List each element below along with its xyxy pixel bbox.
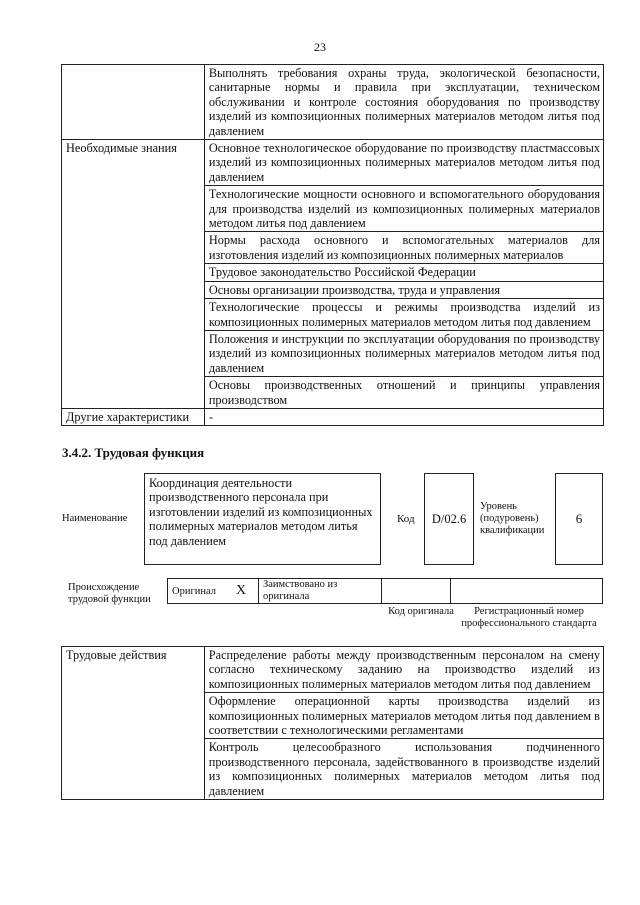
knowledge-item: Положения и инструкции по эксплуатации оборудования по производству изделий из композиционных полимерных материалов методом литья под давлением (204, 330, 603, 376)
knowledge-item: Основы организации производства, труда и управления (204, 281, 603, 298)
actions-table (61, 646, 604, 800)
divider (381, 579, 382, 603)
qualification-level-value: 6 (555, 473, 603, 565)
empty-label-cell (62, 65, 205, 140)
table-row (62, 140, 604, 186)
original-mark: X (236, 583, 247, 598)
table-row (62, 65, 604, 140)
action-item: Контроль целесообразного использования подчиненного производственного персонала, задействованного в производстве изделий из композиционных полимерных материалов методом литья под давлением (204, 739, 603, 800)
page-number: 23 (314, 40, 326, 54)
knowledge-label: Необходимые знания (62, 140, 205, 409)
knowledge-item: Технологические процессы и режимы производства изделий из композиционных полимерных материалов методом литья под давлением (204, 299, 603, 331)
section-heading: 3.4.2. Трудовая функция (62, 445, 205, 460)
knowledge-table (61, 64, 604, 426)
function-name-box: Координация деятельности производственного персонала при изготовлении изделий из композиционных полимерных материалов методом литья под давлением (144, 473, 381, 565)
other-characteristics-label: Другие характеристики (62, 408, 205, 425)
knowledge-item: Трудовое законодательство Российской Федерации (204, 264, 603, 281)
divider (258, 579, 259, 603)
action-item: Оформление операционной карты производства изделий из композиционных полимерных материалов методом литья под давлением в соответствии с технологическими регламентами (204, 693, 603, 739)
code-original-caption: Код оригинала (388, 606, 454, 617)
function-code: D/02.6 (424, 473, 474, 565)
reg-number-caption: Регистрационный номер профессионального стандарта (461, 606, 597, 629)
knowledge-item: Нормы расхода основного и вспомогательных материалов для изготовления изделий из композиционных полимерных материалов (204, 232, 603, 264)
requirement-text: Выполнять требования охраны труда, экологической безопасности, санитарные нормы и правила при эксплуатации, техническом обслуживании и контроле состояния оборудования по производству изделий из композиционных полимерных материалов методом литья под давлением (204, 65, 603, 140)
knowledge-item: Основы производственных отношений и принципы управления производством (204, 377, 603, 409)
borrowed-label: Заимствовано из оригинала (263, 579, 338, 602)
origin-row (167, 578, 603, 604)
origin-label: Происхождение трудовой функции (68, 582, 151, 605)
action-item: Распределение работы между производственным персоналом на смену согласно техническому заданию на производство изделий из композиционных полимерных материалов методом литья под давлением (204, 647, 603, 693)
name-label: Наименование (62, 513, 128, 524)
actions-label: Трудовые действия (62, 647, 205, 800)
table-row (62, 408, 604, 425)
knowledge-item: Основное технологическое оборудование по производству пластмассовых изделий из композиционных полимерных материалов методом литья под давлением (204, 140, 603, 186)
original-label: Оригинал (172, 586, 216, 597)
knowledge-item: Технологические мощности основного и вспомогательного оборудования для производства изделий из композиционных полимерных материалов методом литья под давлением (204, 186, 603, 232)
qualification-level-label: Уровень (подуровень) квалификации (480, 501, 545, 536)
code-label: Код (397, 513, 415, 525)
divider (450, 579, 451, 603)
other-characteristics-value: - (204, 408, 603, 425)
table-row (62, 647, 604, 693)
